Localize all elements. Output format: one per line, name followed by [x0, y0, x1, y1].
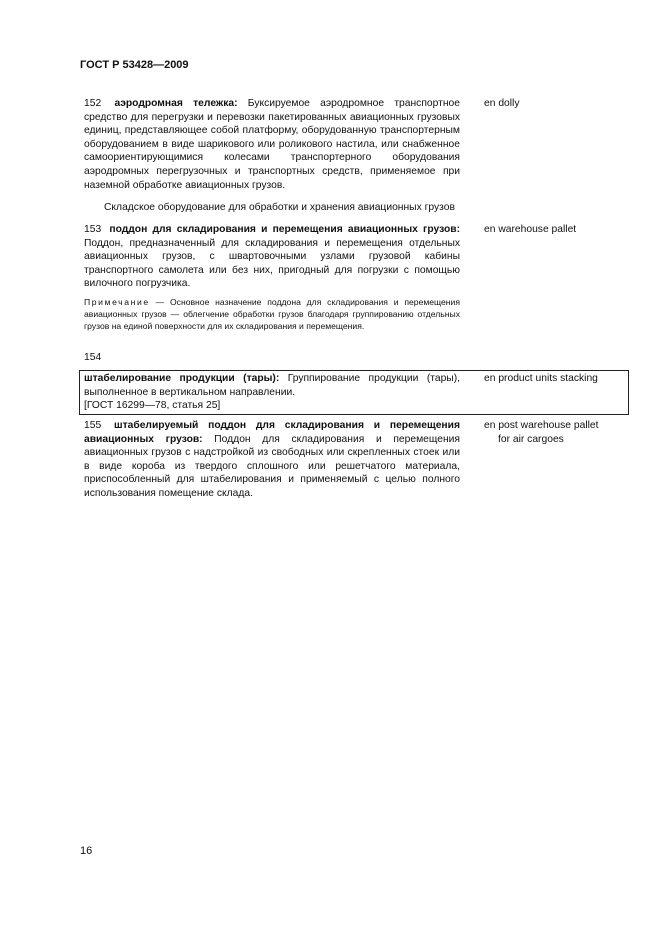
- term: штабелирование продукции (тары):: [84, 373, 280, 384]
- en-line-2: for air cargoes: [498, 433, 564, 445]
- definition: Буксируемое аэродромное транспортное средство для перегрузки и перевозки пакетированных авиационных грузовых единиц, представляющее собой платформу, оборудованную транспортерным оборудованием в виде шарикового или роликового настила, или снабженное самоориентирующимися колесами транспортерного оборудования аэродромных перегрузочных и транспортных средств, применяемое при наземной обработке авиационных грузов.: [84, 98, 460, 191]
- entry-number: 155: [84, 420, 102, 431]
- page-number: 16: [80, 845, 93, 857]
- note-text: — Основное назначение поддона для складирования и перемещения авиационных грузов — облегчение обработки грузов благодаря группированию отдельных грузов на единой поверхности для их складирования и перемещения.: [84, 297, 460, 331]
- entry-155: [84, 419, 460, 501]
- en-equivalent-154: en product units stacking: [484, 373, 598, 384]
- document-header: ГОСТ Р 53428—2009: [80, 59, 189, 71]
- term: аэродромная тележка:: [114, 98, 238, 109]
- en-equivalent-152: en dolly: [484, 98, 520, 109]
- term: штабелируемый поддон для складирования и перемещения авиационных грузов:: [84, 420, 460, 445]
- entry-number: 152: [84, 98, 102, 109]
- definition: Поддон для складирования и перемещения авиационных грузов с надстройкой из свободных или скрепленных стоек или в виде короба из твердого сплошного или решетчатого материала, приспособленный для штабелирования и применяемый с целью полного использования помещение склада.: [84, 433, 461, 499]
- section-title: Складское оборудование для обработки и хранения авиационных грузов: [104, 202, 455, 213]
- en-equivalent-155: [484, 419, 624, 446]
- entry-153: [84, 223, 460, 291]
- en-line-1: en post warehouse pallet: [484, 420, 599, 431]
- note-153: [84, 296, 460, 332]
- en-equivalent-153: en warehouse pallet: [484, 224, 577, 235]
- note-label: Примечание: [84, 297, 150, 307]
- reference: [ГОСТ 16299—78, статья 25]: [84, 400, 221, 412]
- definition: Поддон, предназначенный для складирования и перемещения отдельных авиационных грузов, с швартовочными узлами грузовой кабины транспортного самолета или без них, пригодный для погрузки с помощью вилочного погрузчика.: [84, 237, 460, 290]
- entry-152: [84, 97, 460, 192]
- entry-154: [84, 372, 460, 413]
- term: поддон для складирования и перемещения авиационных грузов:: [109, 224, 460, 235]
- entry-number: 153: [84, 224, 102, 235]
- entry-154-number: 154: [84, 352, 102, 363]
- definition: Группирование продукции (тары), выполненное в вертикальном направлении.: [84, 373, 460, 398]
